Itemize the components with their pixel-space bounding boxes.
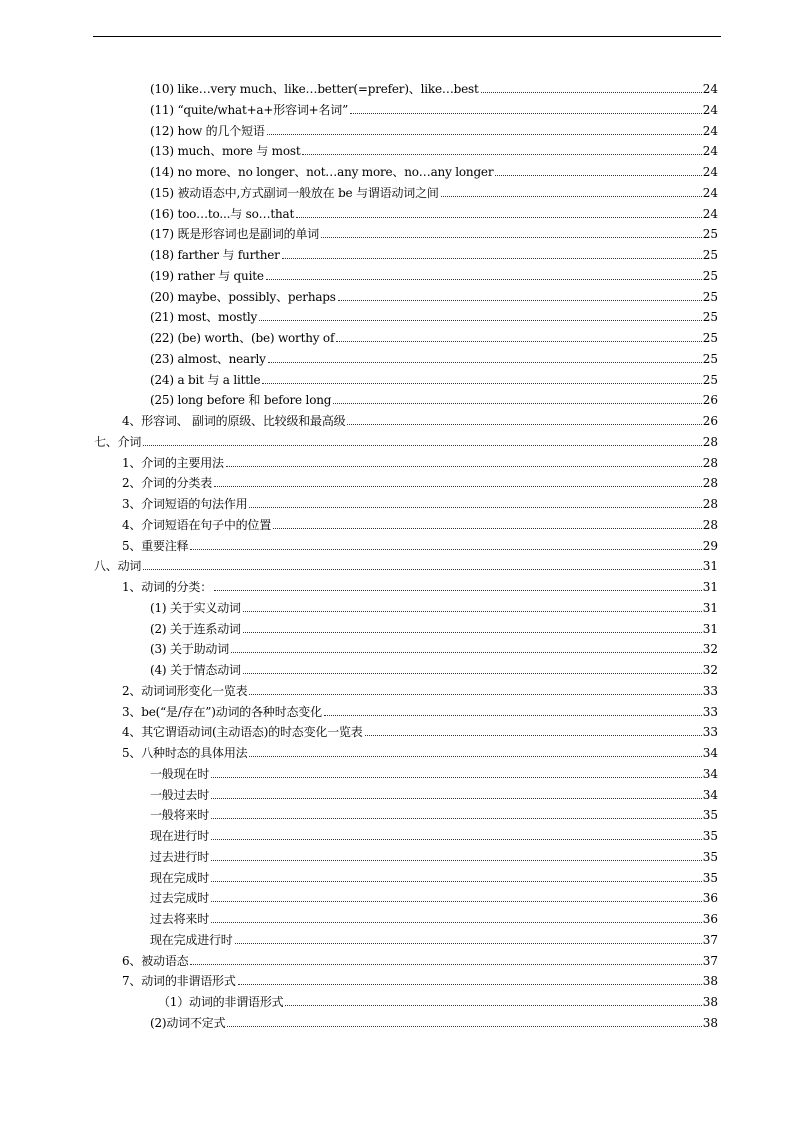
toc-entry-title: (20) maybe、possibly、perhaps	[150, 289, 336, 304]
toc-entry-title: 过去将来时	[150, 912, 210, 926]
toc-entry[interactable]	[150, 284, 718, 304]
toc-entry[interactable]	[122, 699, 718, 719]
toc-entry[interactable]	[150, 242, 718, 262]
toc-entry-title: 一般将来时	[150, 808, 210, 823]
toc-entry-title: (10) like…very much、like…better(=prefer)、like…best	[150, 82, 479, 96]
toc-entry[interactable]	[150, 823, 718, 843]
toc-entry-title: 一般现在时	[150, 766, 210, 781]
dot-leader	[285, 1005, 701, 1006]
toc-entry-title: 八、动词	[94, 559, 142, 574]
toc-entry-title: (14) no more、no longer、not…any more、no…any longer	[150, 165, 494, 179]
toc-entry[interactable]	[122, 533, 718, 553]
dot-leader	[227, 1026, 701, 1027]
toc-entry-page-number: 26	[702, 414, 718, 428]
toc-entry-title: (15) 被动语态中,方式副词一般放在 be 与谓语动词之间	[150, 185, 439, 200]
toc-entry-page-number: 25	[702, 331, 718, 345]
dot-leader	[324, 715, 702, 716]
dot-leader	[273, 528, 702, 529]
dot-leader	[267, 134, 702, 135]
toc-entry-title: (13) much、more 与 most	[150, 144, 301, 159]
toc-entry-page-number: 34	[702, 746, 718, 760]
toc-entry-title: 6、被动语态	[122, 953, 189, 968]
toc-entry-title: 7、动词的非谓语形式	[122, 974, 236, 989]
toc-entry-page-number: 36	[702, 891, 718, 906]
toc-entry[interactable]	[150, 221, 718, 241]
header-rule	[93, 36, 721, 37]
toc-entry-page-number: 28	[702, 434, 718, 449]
toc-entry-page-number: 24	[702, 144, 718, 159]
dot-leader	[214, 590, 702, 591]
toc-entry-page-number: 28	[702, 455, 718, 470]
toc-entry-title: 七、介词	[94, 434, 142, 449]
toc-entry[interactable]	[122, 678, 718, 698]
toc-entry-page-number: 38	[702, 974, 718, 989]
toc-entry[interactable]	[158, 989, 718, 1009]
toc-entry-title: 4、形容词、 副词的原级、比较级和最高级	[122, 414, 346, 428]
toc-entry-page-number: 38	[702, 995, 718, 1009]
toc-entry-title: 3、介词短语的句法作用	[122, 497, 248, 511]
toc-entry-page-number: 25	[702, 310, 718, 325]
toc-entry-title: (18) farther 与 further	[150, 248, 280, 262]
toc-entry[interactable]	[150, 802, 718, 822]
toc-entry[interactable]	[150, 138, 718, 158]
toc-entry[interactable]	[122, 968, 718, 988]
toc-entry-title: 过去进行时	[150, 849, 210, 864]
toc-entry-title: (25) long before 和 before long	[150, 393, 332, 408]
dot-leader	[495, 175, 701, 176]
toc-entry-page-number: 28	[702, 517, 718, 532]
toc-entry-page-number: 32	[702, 663, 718, 677]
dot-leader	[238, 984, 702, 985]
toc-entry-title: (17) 既是形容词也是副词的单词	[150, 227, 320, 242]
dot-leader	[231, 652, 702, 653]
dot-leader	[211, 901, 702, 902]
toc-entry-title: (23) almost、nearly	[150, 351, 266, 366]
toc-entry-page-number: 35	[702, 849, 718, 864]
dot-leader	[226, 466, 702, 467]
dot-leader	[243, 611, 702, 612]
toc-entry-title: 1、介词的主要用法	[122, 455, 224, 470]
toc-entry-title: (12) how 的几个短语	[150, 123, 265, 138]
toc-entry[interactable]	[150, 761, 718, 781]
toc-entry-page-number: 35	[702, 870, 718, 885]
toc-entry[interactable]	[122, 491, 718, 511]
toc-entry-title: (1) 关于实义动词	[150, 600, 241, 615]
dot-leader	[338, 300, 702, 301]
toc-entry-title: 5、重要注释	[122, 538, 189, 553]
toc-entry[interactable]	[150, 159, 718, 179]
toc-entry-page-number: 24	[702, 123, 718, 138]
dot-leader	[302, 154, 701, 155]
toc-entry-title: (11) “quite/what+a+形容词+名词”	[150, 102, 349, 117]
toc-entry-title: (4) 关于情态动词	[150, 663, 241, 677]
toc-entry[interactable]	[150, 346, 718, 366]
dot-leader	[211, 839, 702, 840]
toc-entry[interactable]	[150, 118, 718, 138]
dot-leader	[441, 196, 702, 197]
toc-entry-page-number: 31	[702, 600, 718, 615]
toc-entry-page-number: 31	[702, 559, 718, 574]
toc-entry[interactable]	[122, 408, 718, 428]
dot-leader	[282, 258, 702, 259]
toc-entry[interactable]	[150, 927, 718, 947]
toc-entry[interactable]	[150, 304, 718, 324]
toc-entry-title: (2)动词不定式	[150, 1015, 226, 1030]
toc-entry-page-number: 28	[702, 476, 718, 491]
toc-entry-page-number: 37	[702, 953, 718, 968]
toc-entry-title: 2、动词词形变化一览表	[122, 683, 248, 698]
dot-leader	[235, 943, 702, 944]
toc-entry-page-number: 37	[702, 932, 718, 947]
toc-entry-page-number: 33	[702, 725, 718, 740]
toc-entry-title: 一般过去时	[150, 787, 210, 802]
dot-leader	[211, 798, 702, 799]
dot-leader	[243, 632, 702, 633]
toc-entry[interactable]	[150, 595, 718, 615]
toc-entry-title: （1）动词的非谓语形式	[158, 995, 284, 1009]
dot-leader	[336, 341, 702, 342]
toc-entry-title: 现在完成进行时	[150, 932, 233, 947]
dot-leader	[365, 735, 702, 736]
toc-entry-page-number: 26	[702, 393, 718, 408]
toc-entry[interactable]	[150, 201, 718, 221]
toc-entry-page-number: 25	[702, 248, 718, 262]
toc-entry-title: 过去完成时	[150, 891, 210, 906]
toc-entry-page-number: 24	[702, 82, 718, 96]
dot-leader	[143, 569, 702, 570]
toc-entry[interactable]	[122, 512, 718, 532]
toc-entry[interactable]	[150, 76, 718, 96]
dot-leader	[266, 279, 702, 280]
toc-entry-page-number: 34	[702, 766, 718, 781]
toc-entry-page-number: 33	[702, 683, 718, 698]
toc-entry-title: 5、八种时态的具体用法	[122, 746, 248, 760]
toc-entry-title: 现在进行时	[150, 829, 210, 843]
toc-entry-title: (24) a bit 与 a little	[150, 372, 261, 387]
toc-entry-page-number: 25	[702, 268, 718, 283]
toc-entry-page-number: 29	[702, 538, 718, 553]
toc-entry[interactable]	[150, 636, 718, 656]
dot-leader	[214, 486, 702, 487]
dot-leader	[262, 383, 701, 384]
toc-entry-page-number: 24	[702, 185, 718, 200]
toc-entry[interactable]	[122, 450, 718, 470]
toc-entry[interactable]	[122, 740, 718, 760]
toc-entry-page-number: 31	[702, 621, 718, 636]
dot-leader	[333, 403, 701, 404]
dot-leader	[268, 362, 702, 363]
toc-entry-page-number: 24	[702, 206, 718, 221]
toc-entry[interactable]	[150, 180, 718, 200]
dot-leader	[190, 549, 701, 550]
toc-entry-title: 1、动词的分类：	[122, 580, 213, 594]
toc-entry-page-number: 34	[702, 787, 718, 802]
toc-entry[interactable]	[150, 325, 718, 345]
toc-entry-page-number: 35	[702, 829, 718, 843]
dot-leader	[211, 881, 702, 882]
dot-leader	[211, 860, 702, 861]
toc-entry[interactable]	[150, 906, 718, 926]
toc-entry-title: (2) 关于连系动词	[150, 621, 241, 636]
dot-leader	[350, 113, 702, 114]
toc-entry[interactable]	[122, 574, 718, 594]
dot-leader	[296, 217, 702, 218]
toc-entry[interactable]	[122, 719, 718, 739]
toc-entry-page-number: 25	[702, 372, 718, 387]
dot-leader	[211, 777, 702, 778]
toc-entry-title: 2、介词的分类表	[122, 476, 213, 491]
dot-leader	[259, 320, 702, 321]
toc-entry-page-number: 25	[702, 227, 718, 242]
toc-entry[interactable]	[150, 367, 718, 387]
toc-entry[interactable]	[122, 948, 718, 968]
toc-entry[interactable]	[150, 616, 718, 636]
toc-entry[interactable]	[150, 865, 718, 885]
dot-leader	[211, 922, 702, 923]
dot-leader	[249, 507, 701, 508]
toc-entry-title: (19) rather 与 quite	[150, 268, 264, 283]
toc-entry[interactable]	[150, 263, 718, 283]
toc-entry-page-number: 31	[702, 580, 718, 594]
toc-entry[interactable]	[150, 844, 718, 864]
toc-entry-page-number: 25	[702, 289, 718, 304]
toc-entry[interactable]	[94, 553, 718, 573]
dot-leader	[481, 92, 702, 93]
toc-entry-title: 4、介词短语在句子中的位置	[122, 517, 272, 532]
toc-entry-page-number: 28	[702, 497, 718, 511]
dot-leader	[249, 694, 701, 695]
toc-entry-page-number: 36	[702, 912, 718, 926]
dot-leader	[321, 237, 702, 238]
dot-leader	[190, 964, 701, 965]
toc-entry-title: 3、be(“是/存在”)动词的各种时态变化	[122, 704, 322, 719]
toc-entry[interactable]	[150, 97, 718, 117]
toc-entry-title: (21) most、mostly	[150, 310, 258, 325]
toc-entry[interactable]	[122, 470, 718, 490]
toc-entry-page-number: 25	[702, 351, 718, 366]
toc-entry-title: 4、其它谓语动词(主动语态)的时态变化一览表	[122, 725, 363, 740]
toc-entry-title: (3) 关于助动词	[150, 642, 230, 657]
dot-leader	[143, 445, 702, 446]
toc-entry-page-number: 24	[702, 102, 718, 117]
toc-entry[interactable]	[150, 1010, 718, 1030]
toc-entry-page-number: 33	[702, 704, 718, 719]
toc-entry-title: 现在完成时	[150, 870, 210, 885]
toc-entry-page-number: 32	[702, 642, 718, 657]
toc-entry[interactable]	[150, 657, 718, 677]
toc-entry[interactable]	[94, 429, 718, 449]
toc-entry-title: (22) (be) worth、(be) worthy of	[150, 331, 335, 345]
toc-entry[interactable]	[150, 387, 718, 407]
toc-entry-page-number: 35	[702, 808, 718, 823]
toc-entry-page-number: 38	[702, 1015, 718, 1030]
dot-leader	[211, 818, 702, 819]
dot-leader	[249, 756, 701, 757]
toc-entry[interactable]	[150, 885, 718, 905]
toc-entry[interactable]	[150, 782, 718, 802]
dot-leader	[243, 673, 702, 674]
toc-entry-page-number: 24	[702, 165, 718, 179]
toc-entry-title: (16) too…to...与 so…that	[150, 206, 295, 221]
dot-leader	[347, 424, 701, 425]
